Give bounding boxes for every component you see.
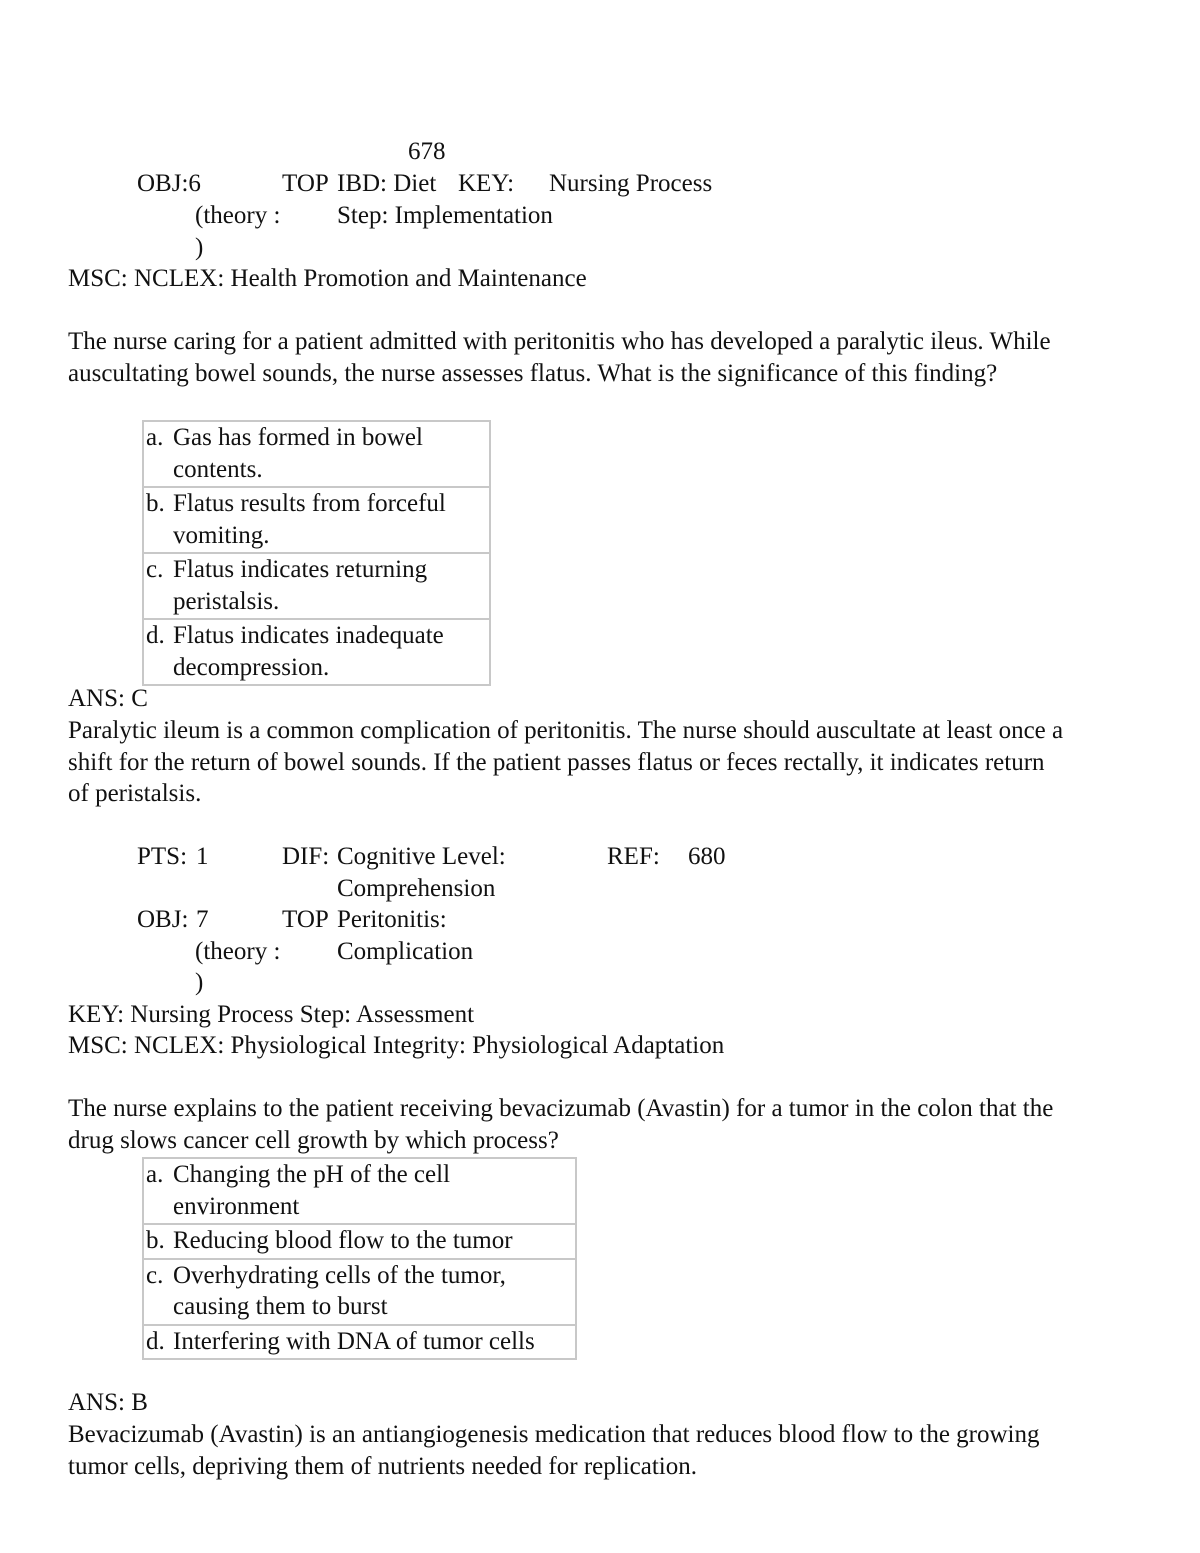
- pts-label: PTS:: [137, 843, 188, 870]
- key-label: KEY:: [458, 170, 515, 197]
- choice-row: [143, 1259, 576, 1325]
- choice-row: [143, 421, 490, 487]
- msc-line: MSC: NCLEX: Physiological Integrity: Physiological Adaptation: [68, 1032, 725, 1059]
- ref-label: REF:: [607, 843, 660, 870]
- choice-letter: a.: [143, 1158, 170, 1224]
- question-2-answer: ANS: B: [68, 1389, 148, 1416]
- obj-label: OBJ:: [137, 906, 189, 933]
- choice-letter: b.: [143, 487, 170, 553]
- dif-value-continued: Comprehension: [337, 875, 496, 902]
- question-1-choices: [142, 420, 491, 686]
- pts-value: 1: [196, 843, 209, 870]
- dif-value: Cognitive Level:: [337, 843, 506, 870]
- key-line: KEY: Nursing Process Step: Assessment: [68, 1001, 475, 1028]
- choice-text: Gas has formed in bowel contents.: [170, 421, 490, 487]
- choice-row: [143, 487, 490, 553]
- choice-letter: b.: [143, 1224, 170, 1259]
- choice-text: Changing the pH of the cell environment: [170, 1158, 576, 1224]
- top-label-close: ): [195, 969, 204, 996]
- top-label-continued: (theory :: [195, 202, 281, 229]
- ref-page-number: 678: [408, 138, 446, 165]
- obj-label: OBJ:6: [137, 170, 201, 197]
- choice-letter: d.: [143, 1325, 170, 1360]
- ref-value: 680: [688, 843, 726, 870]
- top-label: TOP: [282, 170, 329, 197]
- dif-label: DIF:: [282, 843, 330, 870]
- top-label: TOP: [282, 906, 329, 933]
- choice-row: [143, 1224, 576, 1259]
- choice-row: [143, 1325, 576, 1360]
- question-2-rationale: Bevacizumab (Avastin) is an antiangiogenesis medication that reduces blood flow to the growing tumor cells, depriving them of nutrients needed for replication.: [68, 1421, 1040, 1480]
- choice-row: [143, 553, 490, 619]
- msc-line: MSC: NCLEX: Health Promotion and Maintenance: [68, 265, 587, 292]
- top-label-close: ): [195, 234, 204, 261]
- choice-letter: a.: [143, 421, 170, 487]
- top-value-continued: Complication: [337, 938, 474, 965]
- question-2-choices: [142, 1157, 577, 1360]
- question-1-answer: ANS: C: [68, 685, 148, 712]
- choice-text: Interfering with DNA of tumor cells: [170, 1325, 576, 1360]
- choice-letter: c.: [143, 1259, 170, 1325]
- choice-text: Flatus indicates inadequate decompression.: [170, 619, 490, 685]
- choice-row: [143, 1158, 576, 1224]
- obj-value: 7: [196, 906, 209, 933]
- top-value: Peritonitis:: [337, 906, 447, 933]
- question-1-stem: The nurse caring for a patient admitted with peritonitis who has developed a paralytic ileus. While auscultating bowel sounds, the nurse assesses flatus. What is the significance of this finding?: [68, 328, 1051, 387]
- key-value: Nursing Process: [549, 170, 713, 197]
- choice-letter: c.: [143, 553, 170, 619]
- choice-letter: d.: [143, 619, 170, 685]
- choice-text: Reducing blood flow to the tumor: [170, 1224, 576, 1259]
- question-2-stem: The nurse explains to the patient receiving bevacizumab (Avastin) for a tumor in the colon that the drug slows cancer cell growth by which process?: [68, 1095, 1054, 1154]
- choice-text: Flatus indicates returning peristalsis.: [170, 553, 490, 619]
- top-value: IBD: Diet: [337, 170, 437, 197]
- question-1-rationale: Paralytic ileum is a common complication of peritonitis. The nurse should auscultate at least once a shift for the return of bowel sounds. If the patient passes flatus or feces rectally, it indicates return of peristalsis.: [68, 717, 1064, 807]
- choice-row: [143, 619, 490, 685]
- top-label-continued: (theory :: [195, 938, 281, 965]
- choice-text: Overhydrating cells of the tumor, causing them to burst: [170, 1259, 576, 1325]
- choice-text: Flatus results from forceful vomiting.: [170, 487, 490, 553]
- key-value-continued: Step: Implementation: [337, 202, 553, 229]
